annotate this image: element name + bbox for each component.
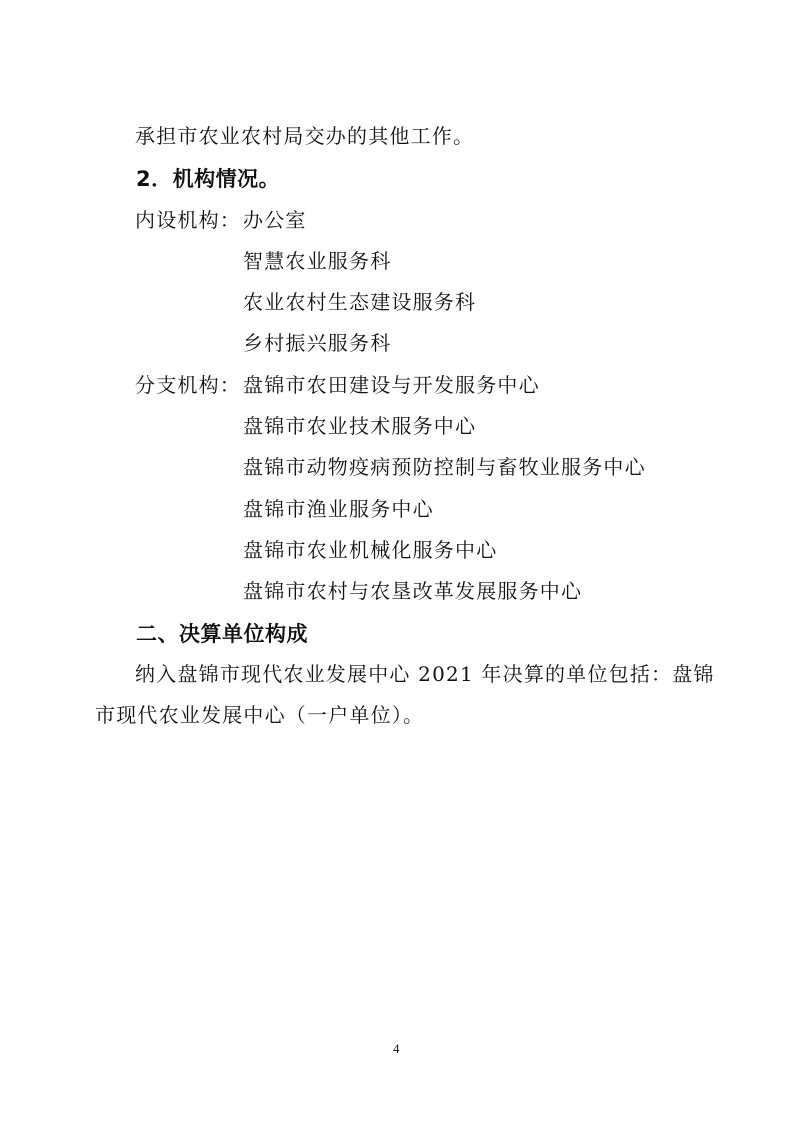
- year-value: 2021: [418, 662, 474, 686]
- paragraph-text: 年决算的单位包括：盘锦: [473, 662, 715, 686]
- paragraph-budget-units-line1: [135, 660, 715, 688]
- internal-institution-item: 智慧农业服务科: [243, 249, 392, 273]
- section-heading-budget-units: 二、决算单位构成: [136, 622, 308, 646]
- page-number: 4: [393, 1041, 400, 1056]
- internal-institution-item: 农业农村生态建设服务科: [243, 290, 477, 314]
- branch-institution-item: 盘锦市农业机械化服务中心: [243, 538, 498, 562]
- branch-institutions-label: 分支机构：: [135, 373, 241, 397]
- branch-institution-item: 盘锦市农业技术服务中心: [243, 414, 477, 438]
- branch-institution-item: 盘锦市农田建设与开发服务中心: [243, 373, 540, 397]
- paragraph-continuation: 承担市农业农村局交办的其他工作。: [135, 124, 475, 148]
- section-heading-institutions: 2．机构情况。: [136, 167, 281, 191]
- paragraph-budget-units-line2: 市现代农业发展中心（一户单位）。: [95, 703, 425, 727]
- internal-institution-item: 办公室: [243, 208, 307, 232]
- paragraph-text: 纳入盘锦市现代农业发展中心: [135, 662, 419, 686]
- branch-institution-item: 盘锦市动物疫病预防控制与畜牧业服务中心: [243, 455, 646, 479]
- internal-institution-item: 乡村振兴服务科: [243, 331, 392, 355]
- branch-institution-item: 盘锦市农村与农垦改革发展服务中心: [243, 579, 583, 603]
- branch-institution-item: 盘锦市渔业服务中心: [243, 497, 434, 521]
- internal-institutions-label: 内设机构：: [135, 208, 241, 232]
